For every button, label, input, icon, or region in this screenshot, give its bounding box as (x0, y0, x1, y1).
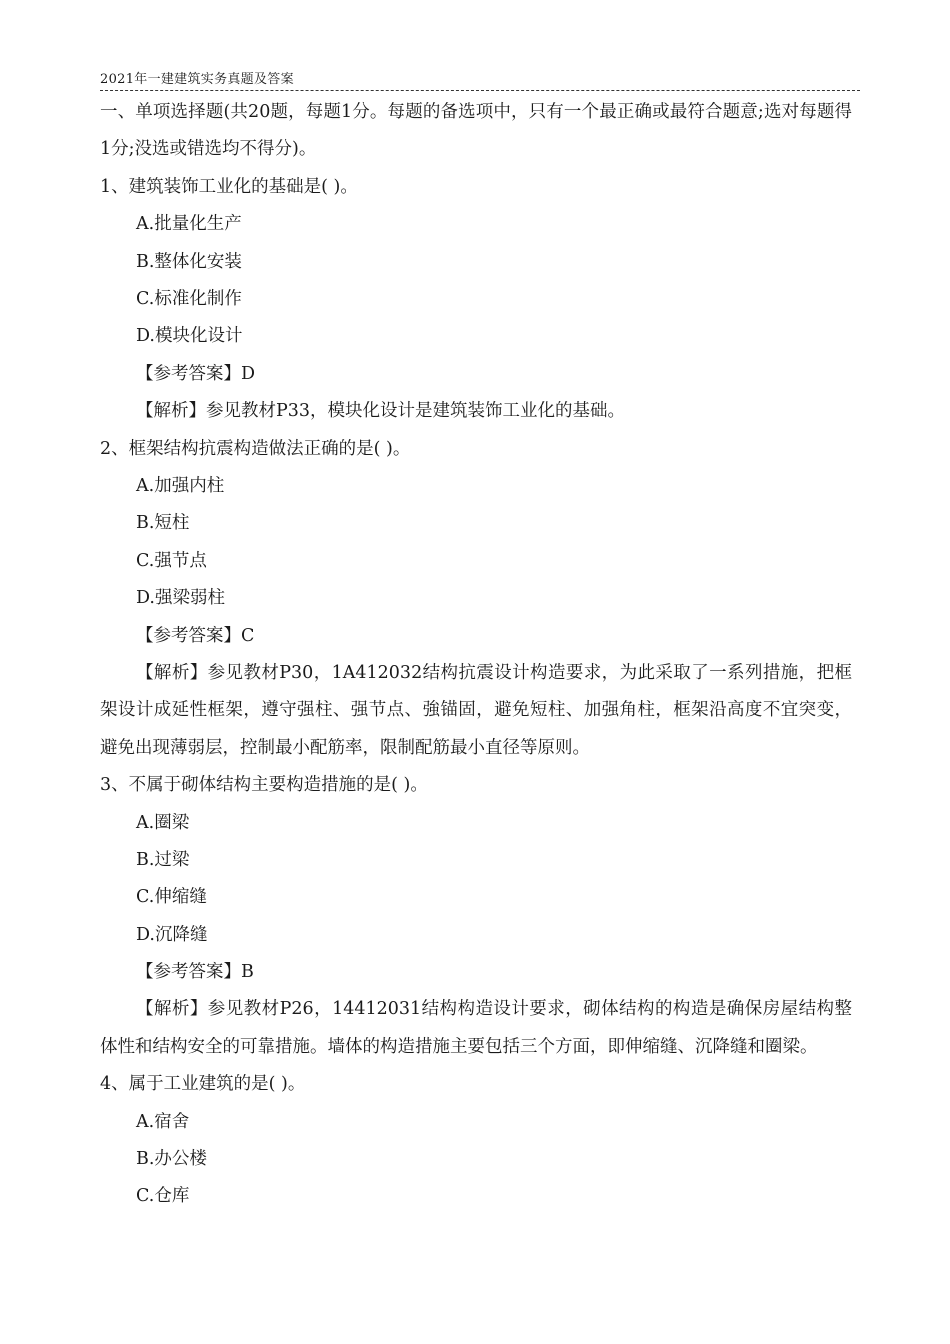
question-stem: 3、不属于砌体结构主要构造措施的是( )。 (100, 775, 428, 796)
option: C.强节点 (136, 550, 207, 571)
option: D.沉降缝 (136, 924, 208, 945)
option: A.宿舍 (136, 1111, 190, 1132)
option: B.过梁 (136, 849, 190, 870)
section-intro: 一、单项选择题(共20题，每题1分。每题的备选项中，只有一个最正确或最符合题意;选对每题得1分;没选或错选均不得分)。 (100, 102, 852, 160)
answer: 【参考答案】C (136, 625, 255, 646)
option: A.批量化生产 (136, 214, 242, 235)
page-header (100, 68, 860, 91)
answer: 【参考答案】D (136, 363, 256, 384)
option: D.强梁弱柱 (136, 588, 225, 609)
option: C.标准化制作 (136, 288, 242, 309)
option: C.伸缩缝 (136, 887, 207, 908)
analysis: 【解析】参见教材P33，模块化设计是建筑装饰工业化的基础。 (136, 401, 626, 422)
question-stem: 2、框架结构抗震构造做法正确的是( )。 (100, 438, 411, 459)
header-title: 2021年一建建筑实务真题及答案 (100, 72, 294, 87)
option: B.短柱 (136, 513, 190, 534)
analysis: 【解析】参见教材P26，14412031结构构造设计要求，砌体结构的构造是确保房屋结构整体性和结构安全的可靠措施。墙体的构造措施主要包括三个方面，即伸缩缝、沉降缝和圈梁。 (100, 999, 852, 1057)
document-body (100, 94, 852, 1216)
answer: 【参考答案】B (136, 962, 254, 983)
option: B.整体化安装 (136, 251, 242, 272)
question-stem: 4、属于工业建筑的是( )。 (100, 1074, 306, 1095)
analysis: 【解析】参见教材P30，1A412032结构抗震设计构造要求，为此采取了一系列措施，把框架设计成延性框架，遵守强柱、强节点、強锚固，避免短柱、加强角柱，框架沿高度不宜突变，避免出现薄弱层，控制最小配筋率，限制配筋最小直径等原则。 (100, 662, 852, 758)
option: A.加强内柱 (136, 475, 225, 496)
option: B.办公楼 (136, 1149, 207, 1170)
option: C.仓库 (136, 1186, 190, 1207)
option: D.模块化设计 (136, 326, 243, 347)
option: A.圈梁 (136, 812, 190, 833)
question-stem: 1、建筑装饰工业化的基础是( )。 (100, 176, 358, 197)
